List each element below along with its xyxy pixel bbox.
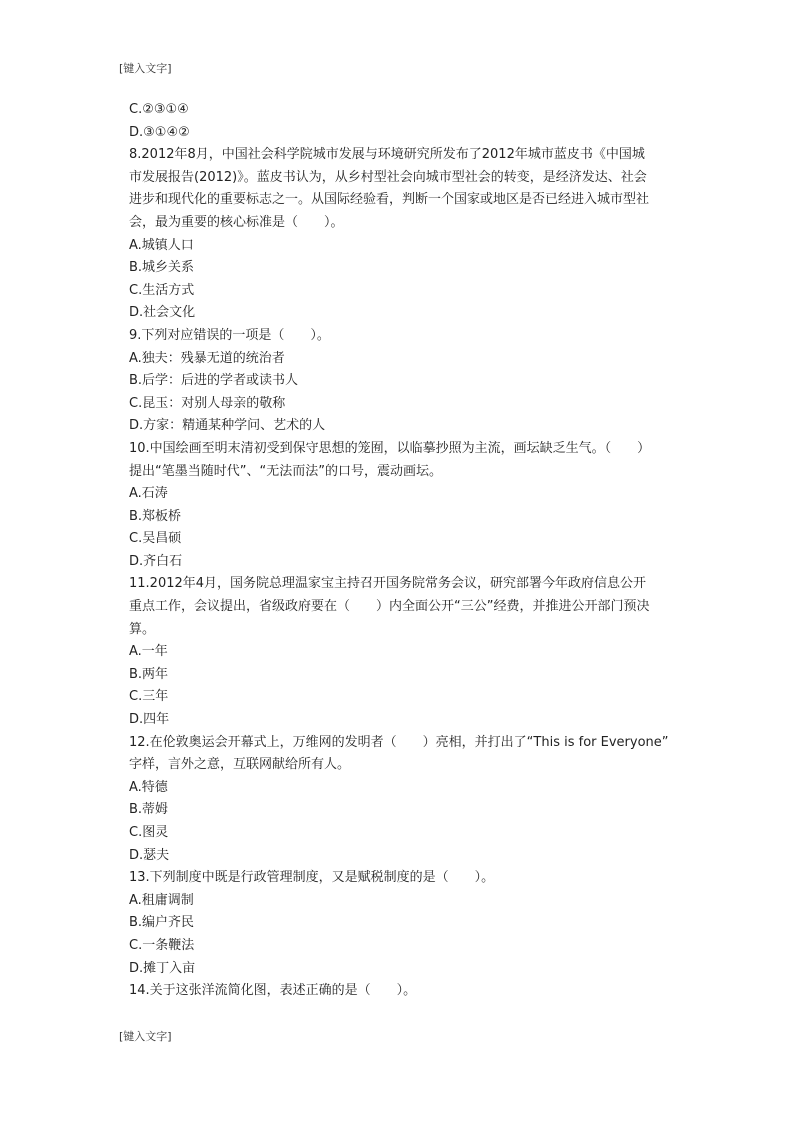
option-d: D.齐白石 — [129, 553, 183, 569]
option-c: C.昆玉：对别人母亲的敬称 — [129, 395, 286, 411]
option-b: B.两年 — [129, 666, 169, 682]
option-b: B.蒂姆 — [129, 802, 169, 818]
question-9: 9.下列对应错误的一项是（ ）。 — [129, 327, 330, 343]
text-line: 市发展报告(2012)》。蓝皮书认为，从乡村型社会向城市型社会的转变，是经济发达、社会 — [129, 169, 647, 185]
text-line: 重点工作，会议提出，省级政府要在（ ）内全面公开“三公”经费，并推进公开部门预决 — [129, 599, 650, 615]
option-d: D.四年 — [129, 712, 170, 728]
page-header: [键入文字] — [119, 62, 172, 75]
option-a: A.一年 — [129, 644, 168, 660]
text-line: C.②③①④ — [129, 102, 189, 117]
text-line: 进步和现代化的重要标志之一。从国际经验看，判断一个国家或地区是否已经进入城市型社 — [129, 192, 650, 208]
option-d: D.瑟夫 — [129, 847, 170, 863]
option-a: A.特德 — [129, 779, 168, 795]
text-line: 算。 — [129, 621, 156, 637]
question-13: 13.下列制度中既是行政管理制度，又是赋税制度的是（ ）。 — [129, 870, 495, 886]
option-a: A.独夫：残暴无道的统治者 — [129, 350, 285, 366]
option-b: B.后学：后进的学者或读书人 — [129, 373, 299, 389]
option-c: C.三年 — [129, 689, 169, 705]
option-c: C.生活方式 — [129, 282, 195, 298]
question-12: 12.在伦敦奥运会开幕式上，万维网的发明者（ ）亮相，并打出了“This is for Everyone” — [129, 734, 669, 750]
option-a: A.租庸调制 — [129, 892, 194, 908]
document-body — [129, 99, 674, 1003]
option-c: C.一条鞭法 — [129, 937, 195, 953]
option-a: A.城镇人口 — [129, 237, 194, 253]
question-14: 14.关于这张洋流简化图，表述正确的是（ ）。 — [129, 983, 417, 999]
question-10: 10.中国绘画至明末清初受到保守思想的笼囿，以临摹抄照为主流，画坛缺乏生气。（ ） — [129, 440, 651, 456]
text-line: 字样，言外之意，互联网献给所有人。 — [129, 757, 351, 773]
option-b: B.郑板桥 — [129, 508, 182, 524]
option-d: D.方家：精通某种学问、艺术的人 — [129, 418, 326, 434]
option-a: A.石涛 — [129, 486, 168, 502]
option-c: C.吴昌硕 — [129, 531, 182, 547]
option-b: B.城乡关系 — [129, 260, 195, 276]
text-line: 会，最为重要的核心标准是（ ）。 — [129, 214, 344, 230]
text-line: D.③①④② — [129, 124, 190, 140]
question-11: 11.2012年4月，国务院总理温家宝主持召开国务院常务会议，研究部署今年政府信息公开 — [129, 576, 647, 592]
option-c: C.图灵 — [129, 825, 169, 840]
question-8: 8.2012年8月，中国社会科学院城市发展与环境研究所发布了2012年城市蓝皮书《中国城 — [129, 147, 645, 163]
option-d: D.摊丁入亩 — [129, 960, 196, 976]
text-line: 提出“笔墨当随时代”、“无法而法”的口号，震动画坛。 — [129, 463, 442, 479]
option-b: B.编户齐民 — [129, 915, 195, 931]
page-footer: [键入文字] — [119, 1030, 172, 1043]
option-d: D.社会文化 — [129, 305, 196, 321]
